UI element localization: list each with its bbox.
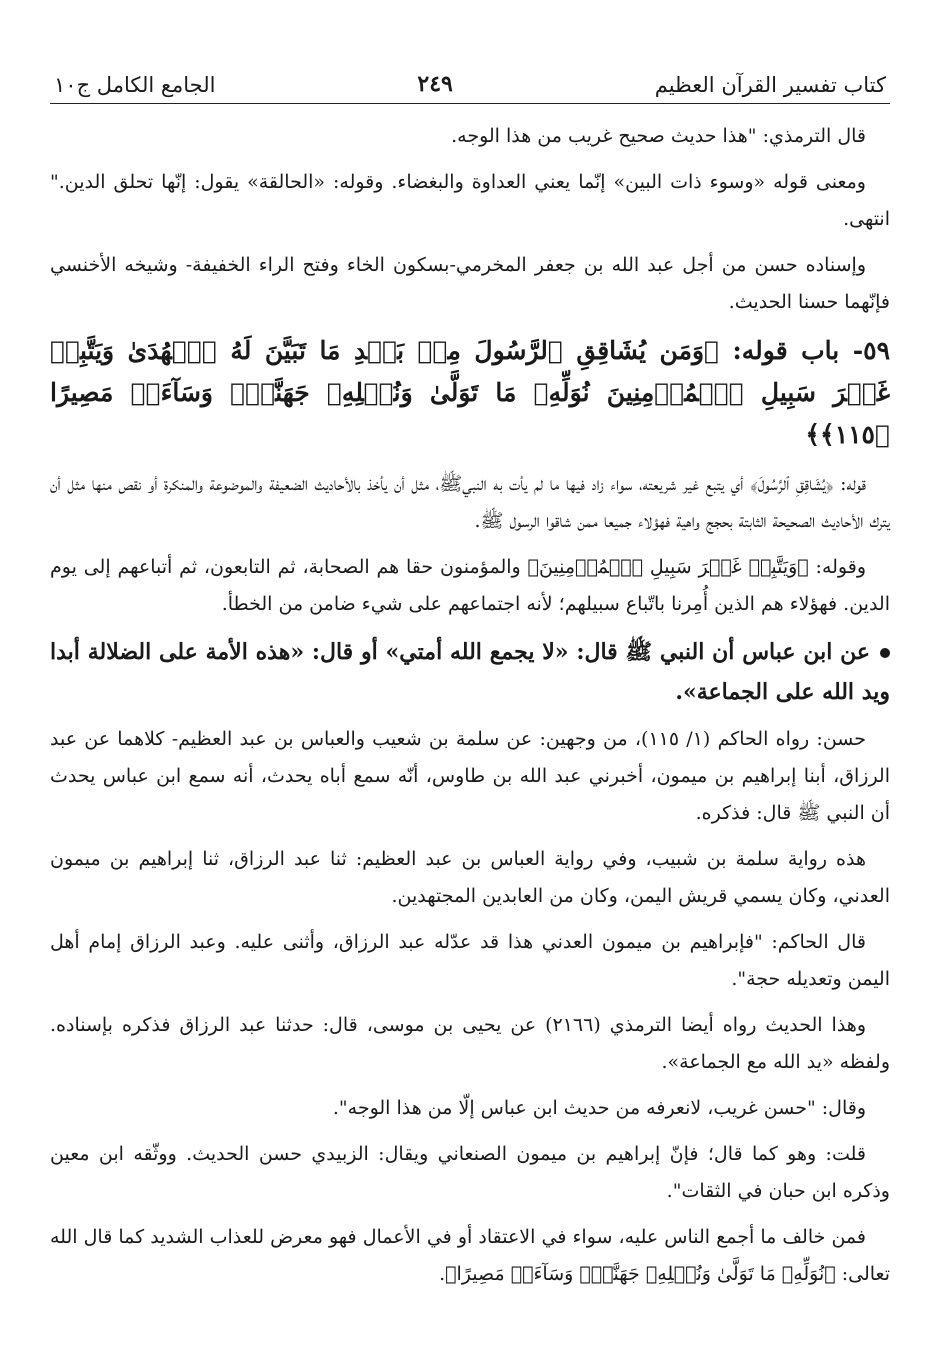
paragraph-riwaya: هذه رواية سلمة بن شبيب، وفي رواية العباس بن عبد العظيم: ثنا عبد الرزاق، ثنا إبراهيم بن ميمون العدني، وكان يسمي قريش اليمن، وكان من العابدين المجتهدين. [50,848,890,907]
paragraph-conclusion: فمن خالف ما أجمع الناس عليه، سواء في الاعتقاد أو في الأعمال فهو معرض للعذاب الشديد كما قال الله تعالى: ﴿نُوَلِّهِۦ مَا تَوَلَّىٰ وَنُصۡلِهِۦ جَهَنَّمَۖ وَسَآءَتۡ مَصِيرًا﴾. [50,1226,890,1285]
book-page [50,60,890,1350]
hadith-text-content: عن ابن عباس أن النبي ﷺ قال: «لا يجمع الله أمتي» أو قال: «هذه الأمة على الضلالة أبدا ويد الله على الجماعة». [50,639,890,705]
header-volume-title: الجامع الكامل ج١٠ [54,73,216,97]
paragraph-tirmidhi-report: وهذا الحديث رواه أيضا الترمذي (٢١٦٦) عن يحيى بن موسى، قال: حدثنا عبد الرزاق فذكره بإسناده. ولفظه «يد الله مع الجماعة». [50,1014,890,1073]
running-header [50,60,890,104]
header-book-title: كتاب تفسير القرآن العظيم [654,73,886,97]
page-body [50,104,890,1293]
paragraph-commentary-1: قوله: ﴿يُشَاقِقِ ٱلرَّسُولَ﴾ أي يتبع غير شريعته، سواء زاد فيها ما لم يأت به النبيﷺ، مثل أن يأخذ بالأحاديث الضعيفة والموضوعة والمنكرة أو نقص منها مثل أن يترك الأحاديث الصحيحة الثابتة بحجج واهية فهؤلاء جميعا ممن شاقوا الرسول ﷺ. [50,473,890,532]
paragraph-author-note: قلت: وهو كما قال؛ فإنّ إبراهيم بن ميمون الصنعاني ويقال: الزبيدي حسن الحديث. ووثّقه ابن معين وذكره ابن حبان في الثقات". [50,1143,890,1202]
hadith-text [50,632,890,712]
paragraph-hakim: قال الحاكم: "فإبراهيم بن ميمون العدني هذا قد عدّله عبد الرزاق، وأثنى عليه. وعبد الرزاق إمام أهل اليمن وتعديله حجة". [50,931,890,990]
paragraph-commentary-2: وقوله: ﴿وَيَتَّبِعۡ غَيۡرَ سَبِيلِ ٱلۡمُؤۡمِنِينَ﴾ والمؤمنون حقا هم الصحابة، ثم التابعون، ثم أتباعهم إلى يوم الدين. فهؤلاء هم الذين أُمِرنا باتّباع سبيلهم؛ لأنه اجتماعهم على شيء ضامن من الخطأ. [50,556,890,615]
paragraph-isnad: وإسناده حسن من أجل عبد الله بن جعفر المخرمي-بسكون الخاء وفتح الراء الخفيفة- وشيخه الأخنسي فإنّهما حسنا الحديث. [50,254,890,313]
paragraph-tirmidhi-quote: قال الترمذي: "هذا حديث صحيح غريب من هذا الوجه. [451,125,866,147]
paragraph-meaning: ومعنى قوله «وسوء ذات البين» إنّما يعني العداوة والبغضاء. وقوله: «الحالقة» يقول: إنّها تحلق الدين." انتهى. [50,171,890,230]
bullet-icon [880,648,890,658]
paragraph-tirmidhi-verdict: وقال: "حسن غريب، لانعرفه من حديث ابن عباس إلّا من هذا الوجه". [332,1097,866,1119]
paragraph-grading: حسن: رواه الحاكم (١/ ١١٥)، من وجهين: عن سلمة بن شعيب والعباس بن عبد العظيم- كلاهما عن عبد الرزاق، أبنا إبراهيم بن ميمون، أخبرني عبد الله بن طاوس، أنّه سمع أباه يحدث، أنه سمع ابن عباس يحدث أن النبي ﷺ قال: فذكره. [50,728,890,824]
page-number: ٢٤٩ [417,71,453,97]
chapter-heading: ٥٩- باب قوله: ﴿وَمَن يُشَاقِقِ ٱلرَّسُولَ مِنۢ بَعۡدِ مَا تَبَيَّنَ لَهُ ٱلۡهُدَىٰ وَيَتَّبِعۡ غَيۡرَ سَبِيلِ ٱلۡمُؤۡمِنِينَ نُوَلِّهِۦ مَا تَوَلَّىٰ وَنُصۡلِهِۦ جَهَنَّمَۖ وَسَآءَتۡ مَصِيرًا ﴿١١٥﴾﴾ [50,336,890,449]
